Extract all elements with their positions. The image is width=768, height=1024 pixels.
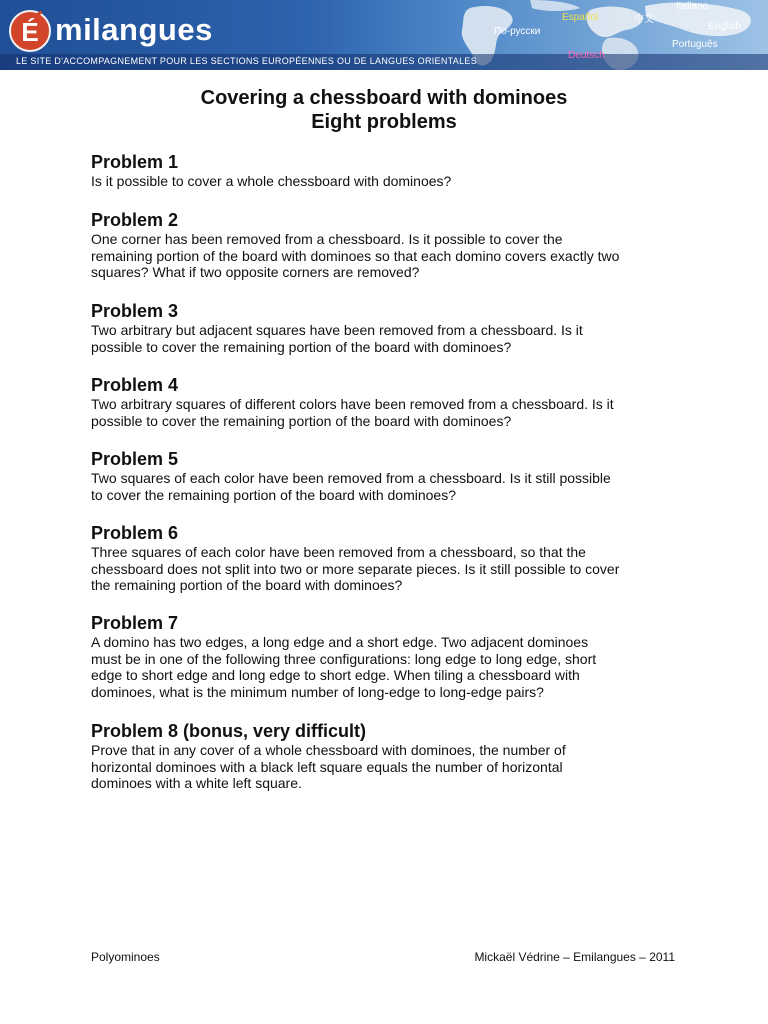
problem-text	[91, 322, 583, 355]
emilangues-logo-icon[interactable]	[9, 10, 51, 52]
language-english: English	[708, 21, 741, 32]
problem-heading: Problem 2	[91, 210, 179, 230]
problem-line: chessboard does not split into two or more separate pieces. Is it still possible to cover	[91, 560, 620, 577]
problem-heading: Problem 1	[91, 152, 179, 172]
problem-line: Is it possible to cover a whole chessboard with dominoes?	[91, 173, 452, 189]
problem-line: Two arbitrary but adjacent squares have been removed from a chessboard. Is it	[91, 322, 583, 338]
problem-heading: Problem 6	[91, 523, 179, 543]
problem-heading: Problem 4	[91, 375, 179, 395]
problem-line: edge to short edge and long edge to short edge. When tiling a chessboard with	[91, 667, 580, 683]
problem-8	[91, 721, 566, 792]
problem-line: dominoes with a white left square.	[91, 775, 302, 791]
problem-line: Prove that in any cover of a whole chessboard with dominoes, the number of	[91, 742, 566, 758]
problem-text	[91, 634, 596, 700]
problem-line: dominoes, what is the minimum number of long-edge to long-edge pairs?	[91, 683, 544, 700]
language-portugues: Português	[672, 39, 718, 50]
language-chinese: 中文	[634, 14, 654, 25]
language-italiano: Italiano	[676, 1, 709, 12]
problem-line: possible to cover the remaining portion of the board with dominoes?	[91, 338, 512, 355]
problem-line: Two squares of each color have been removed from a chessboard. Is it still possible	[91, 470, 611, 486]
problem-text	[91, 544, 619, 594]
problem-heading: Problem 7	[91, 613, 179, 633]
problem-line: Two arbitrary squares of different colors have been removed from a chessboard. Is it	[91, 396, 614, 412]
problem-heading: Problem 3	[91, 301, 179, 321]
problem-text	[91, 742, 566, 792]
problem-2	[91, 210, 619, 281]
problem-line: One corner has been removed from a chessboard. Is it possible to cover the	[91, 231, 563, 247]
problem-line: horizontal dominoes with a black left square equals the number of horizontal	[91, 758, 563, 775]
problem-heading: Problem 8 (bonus, very difficult)	[91, 721, 367, 741]
problem-line: A domino has two edges, a long edge and a short edge. Two adjacent dominoes	[91, 634, 589, 650]
problem-text	[91, 470, 611, 503]
problem-line: to cover the remaining portion of the board with dominoes?	[91, 486, 456, 503]
problem-line: remaining portion of the board with dominoes so that each domino covers exactly two	[91, 247, 620, 264]
problem-line: possible to cover the remaining portion of the board with dominoes?	[91, 412, 512, 429]
language-deutsch: Deutsch	[568, 50, 605, 61]
problem-heading: Problem 5	[91, 449, 179, 469]
problem-text	[91, 396, 614, 429]
problem-line: must be in one of the following three configurations: long edge to long edge, short	[91, 650, 597, 667]
problem-4	[91, 375, 614, 429]
site-tagline: LE SITE D'ACCOMPAGNEMENT POUR LES SECTIONS EUROPÉENNES OU DE LANGUES ORIENTALES	[16, 56, 478, 66]
problem-text	[91, 231, 619, 281]
footer-right: Mickaël Védrine – Emilangues – 2011	[474, 950, 675, 964]
document-title: Covering a chessboard with dominoes	[200, 87, 568, 109]
language-espanol: Español	[562, 12, 599, 23]
site-banner	[0, 0, 768, 70]
problem-1	[91, 152, 451, 190]
map-land-north	[530, 0, 580, 11]
problem-line: the remaining portion of the board with dominoes?	[91, 577, 403, 593]
language-russian: По-русски	[494, 26, 541, 37]
problem-7	[91, 613, 596, 700]
document-subtitle: Eight problems	[311, 111, 457, 133]
problem-line: squares? What if two opposite corners are removed?	[91, 264, 420, 280]
problem-6	[91, 523, 619, 594]
problem-5	[91, 449, 611, 503]
problem-3	[91, 301, 583, 355]
site-name[interactable]: milangues	[55, 12, 213, 47]
problem-line: Three squares of each color have been removed from a chessboard, so that the	[91, 544, 586, 560]
problem-text	[91, 173, 451, 190]
logo-letter: É	[21, 17, 39, 47]
footer-left: Polyominoes	[91, 950, 160, 964]
